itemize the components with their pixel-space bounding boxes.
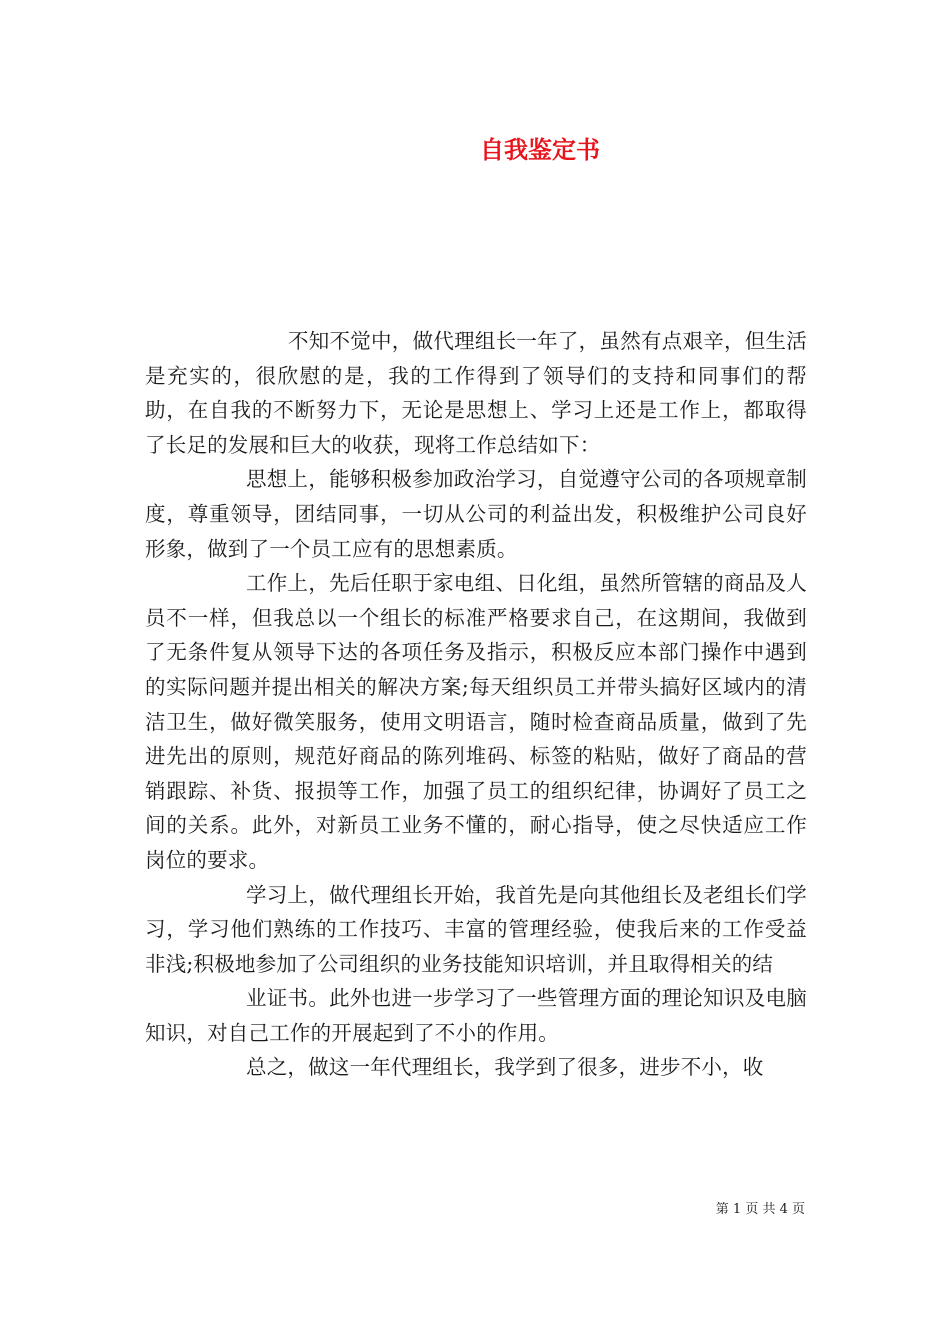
- paragraph-intro: 不知不觉中，做代理组长一年了，虽然有点艰辛，但生活是充实的，很欣慰的是，我的工作得到了领导们的支持和同事们的帮助，在自我的不断努力下，无论是思想上、学习上还是工作上，都取得了长足的发展和巨大的收获，现将工作总结如下：: [145, 329, 807, 457]
- document-title: 自我鉴定书: [480, 136, 600, 164]
- paragraph-study: 学习上，做代理组长开始，我首先是向其他组长及老组长们学习，学习他们熟练的工作技巧、丰富的管理经验，使我后来的工作受益非浅;积极地参加了公司组织的业务技能知识培训，并且取得相关的结: [145, 882, 807, 976]
- document-body: [145, 324, 807, 1085]
- paragraph-thought: 思想上，能够积极参加政治学习，自觉遵守公司的各项规章制度，尊重领导，团结同事，一切从公司的利益出发，积极维护公司良好形象，做到了一个员工应有的思想素质。: [145, 467, 807, 561]
- paragraph-summary: 总之，做这一年代理组长，我学到了很多，进步不小，收: [246, 1055, 764, 1080]
- page-number-footer: 第 1 页 共 4 页: [715, 1202, 805, 1217]
- paragraph-certificate: 业证书。此外也进一步学习了一些管理方面的理论知识及电脑知识，对自己工作的开展起到了不小的作用。: [145, 986, 807, 1045]
- paragraph-work: 工作上，先后任职于家电组、日化组，虽然所管辖的商品及人员不一样，但我总以一个组长的标准严格要求自己，在这期间，我做到了无条件复从领导下达的各项任务及指示，积极反应本部门操作中遇到的实际问题并提出相关的解决方案;每天组织员工并带头搞好区域内的清洁卫生，做好微笑服务，使用文明语言，随时检查商品质量，做到了先进先出的原则，规范好商品的陈列堆码、标签的粘贴，做好了商品的营销跟踪、补货、报损等工作，加强了员工的组织纪律，协调好了员工之间的关系。此外，对新员工业务不懂的，耐心指导，使之尽快适应工作岗位的要求。: [145, 571, 807, 872]
